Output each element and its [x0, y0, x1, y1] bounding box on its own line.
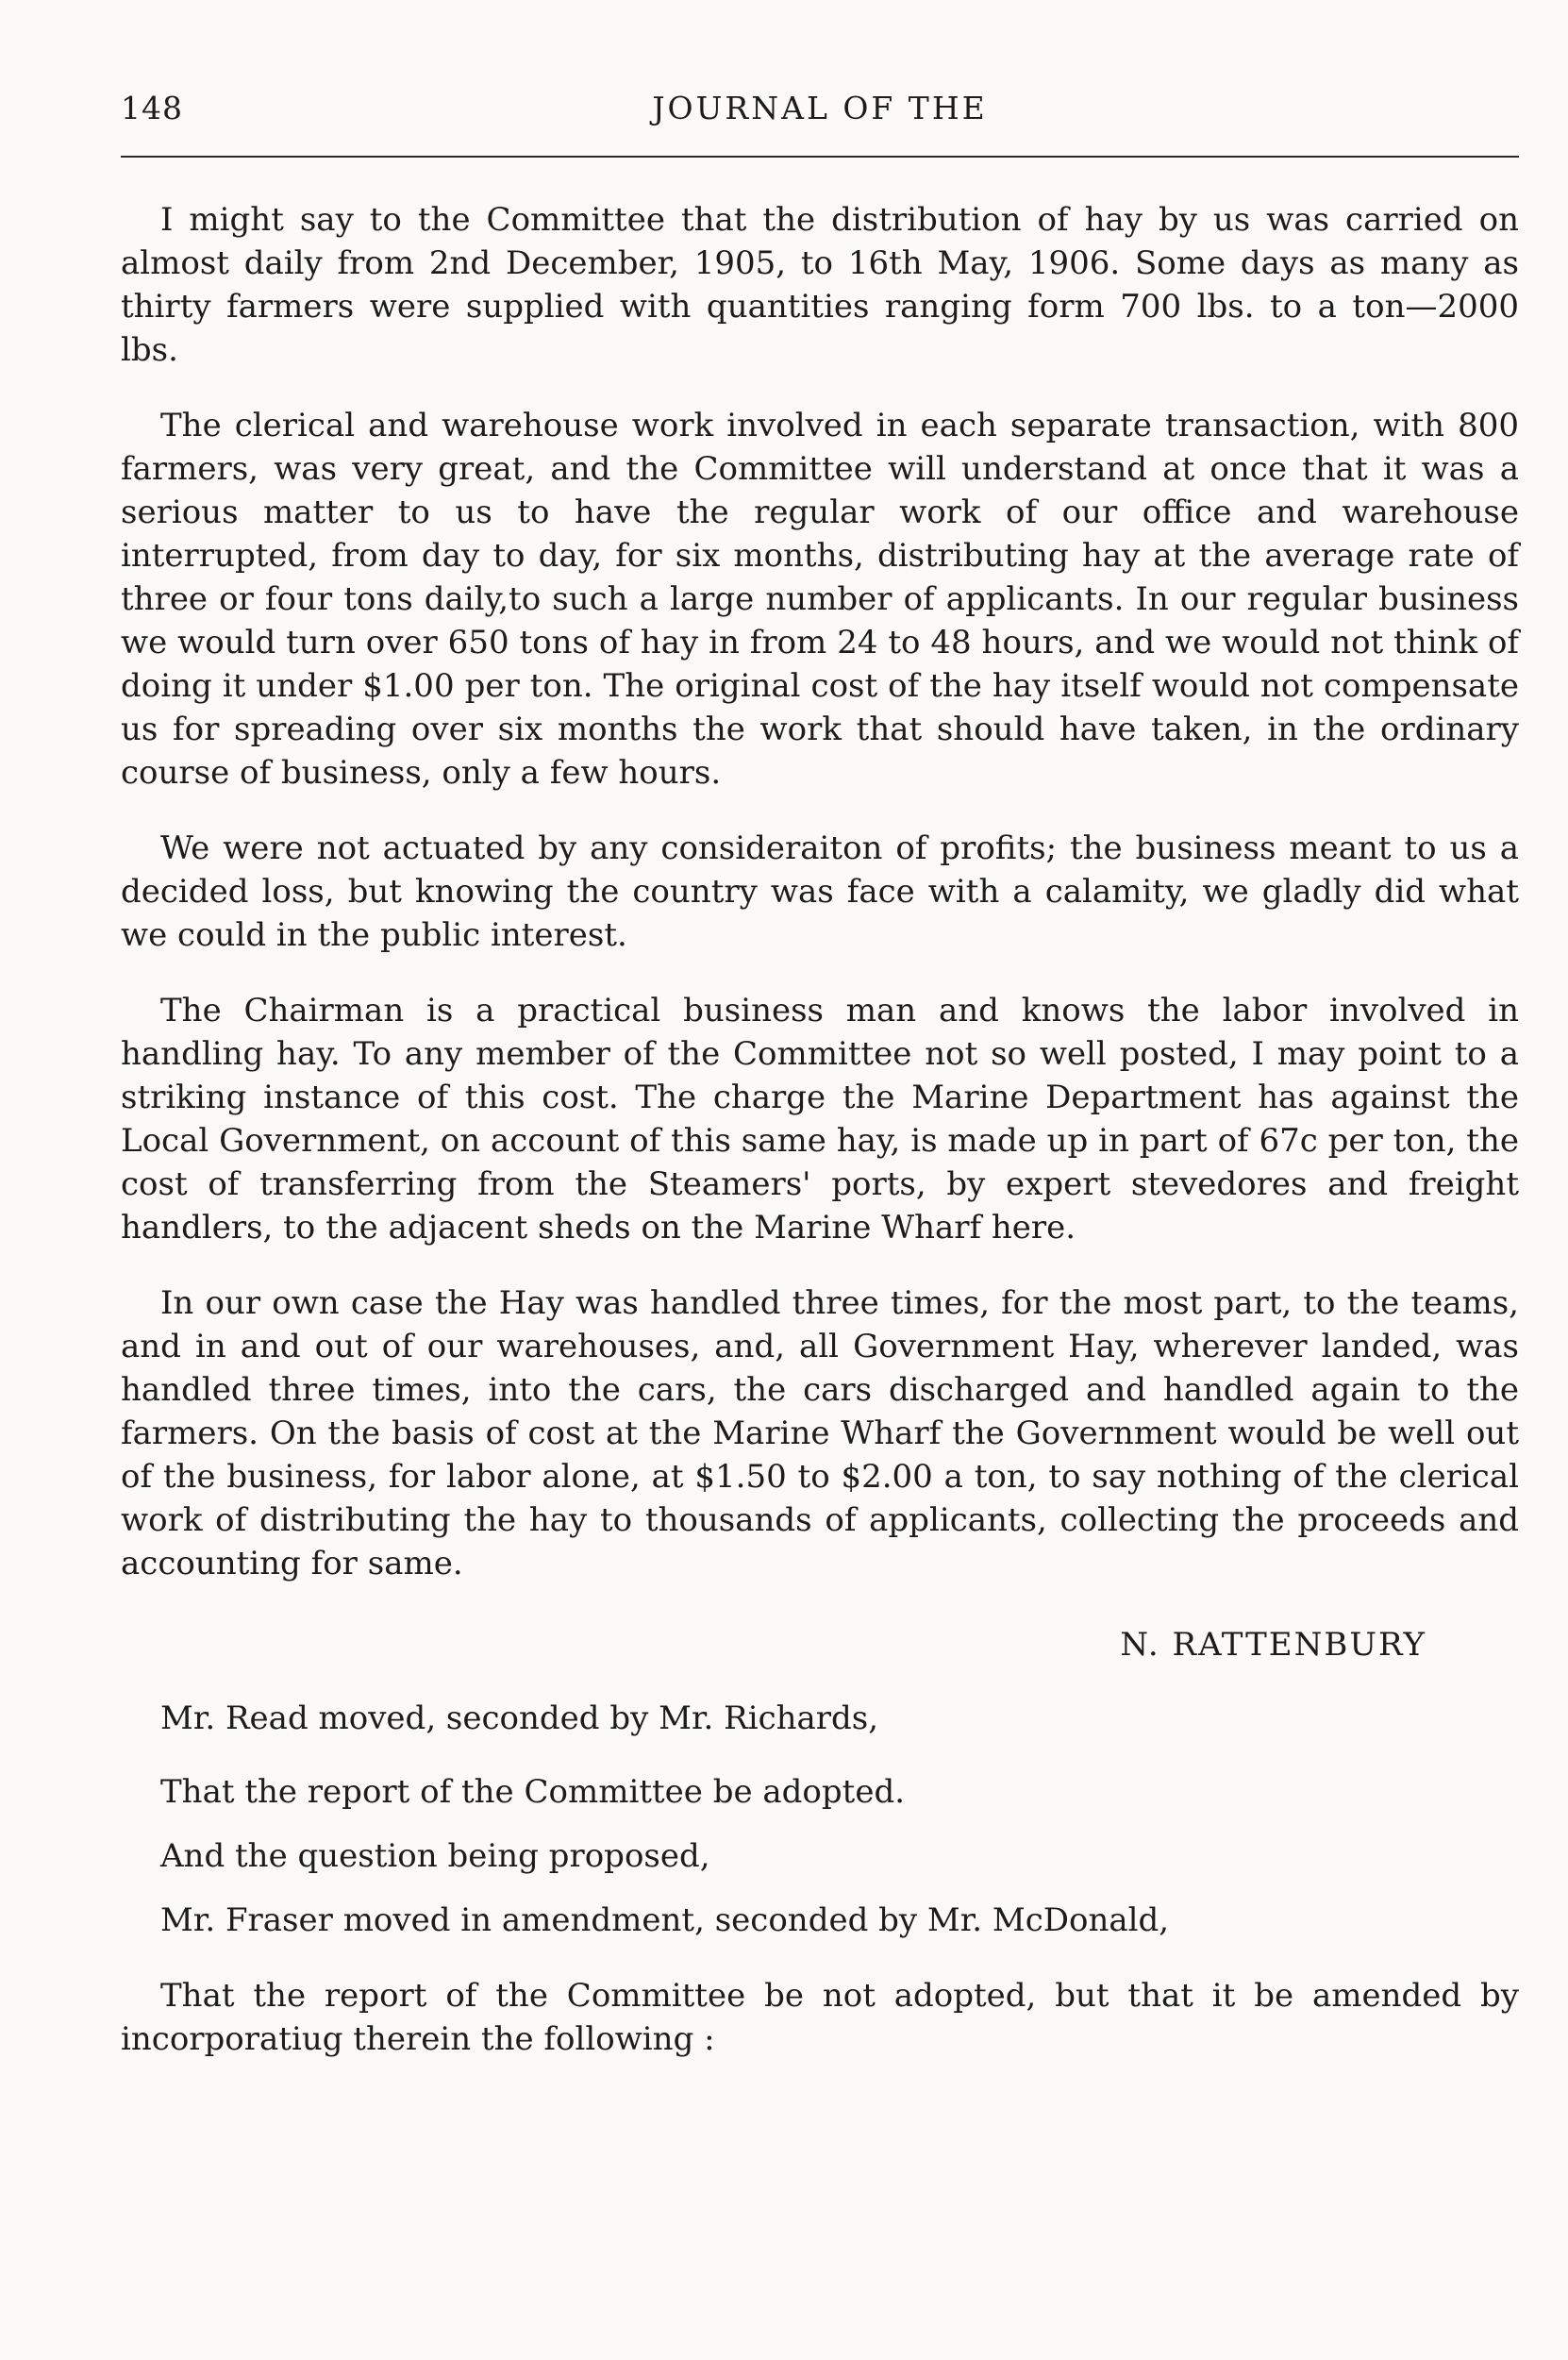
paragraph-hay-distribution: I might say to the Committee that the distribution of hay by us was carried on almost daily from 2nd December, 1905, to 16th May, 1906. Some days as many as thirty farmers were supplied with quantities ranging form 700 lbs. to a ton—2000 lbs. [121, 201, 1519, 369]
paragraph-handling-cost: In our own case the Hay was handled three times, for the most part, to the teams, and in and out of our warehouses, and, all Government Hay, wherever landed, was handled three times, into the cars, the cars discharged and handled again to the farmers. On the basis of cost at the Marine Wharf the Government would be well out of the business, for labor alone, at $1.50 to $2.00 a ton, to say nothing of the clerical work of distributing the hay to thousands of applicants, collecting the proceeds and accounting for same. [121, 1284, 1519, 1582]
motion-fraser: Mr. Fraser moved in amendment, seconded by Mr. McDonald, [160, 1901, 1170, 1939]
signature: N. RATTENBURY [1120, 1626, 1426, 1664]
motion-amendment: That the report of the Committee be not adopted, but that it be amended by incorporatiug therein the following : [121, 1977, 1519, 2058]
page-number: 148 [121, 90, 183, 126]
paragraph-profits: We were not actuated by any consideraiton of profits; the business meant to us a decided loss, but knowing the country was face with a calamity, we gladly did what we could in the public interest. [121, 829, 1519, 954]
motion-read: Mr. Read moved, seconded by Mr. Richards, [160, 1699, 879, 1737]
page-body [121, 198, 1519, 2061]
motion-adopt: That the report of the Committee be adopted. [160, 1773, 906, 1811]
running-head: JOURNAL OF THE [652, 90, 988, 126]
paragraph-chairman: The Chairman is a practical business man and knows the labor involved in handling hay. To any member of the Committee not so well posted, I may point to a striking instance of this cost. The charge the Marine Department has against the Local Government, on account of this same hay, is made up in part of 67c per ton, the cost of transferring from the Steamers' ports, by expert stevedores and freight handlers, to the adjacent sheds on the Marine Wharf here. [121, 992, 1519, 1247]
motion-question: And the question being proposed, [160, 1837, 710, 1875]
paragraph-clerical-work: The clerical and warehouse work involved in each separate transaction, with 800 farmers, was very great, and the Committee will understand at once that it was a serious matter to us to have the regular work of our office and warehouse interrupted, from day to day, for six months, distributing hay at the average rate of three or four tons daily,to such a large number of applicants. In our regular business we would turn over 650 tons of hay in from 24 to 48 hours, and we would not think of doing it under $1.00 per ton. The original cost of the hay itself would not compensate us for spreading over six months the work that should have taken, in the ordinary course of business, only a few hours. [121, 407, 1519, 792]
page-header [121, 90, 1519, 137]
header-rule [121, 156, 1519, 158]
